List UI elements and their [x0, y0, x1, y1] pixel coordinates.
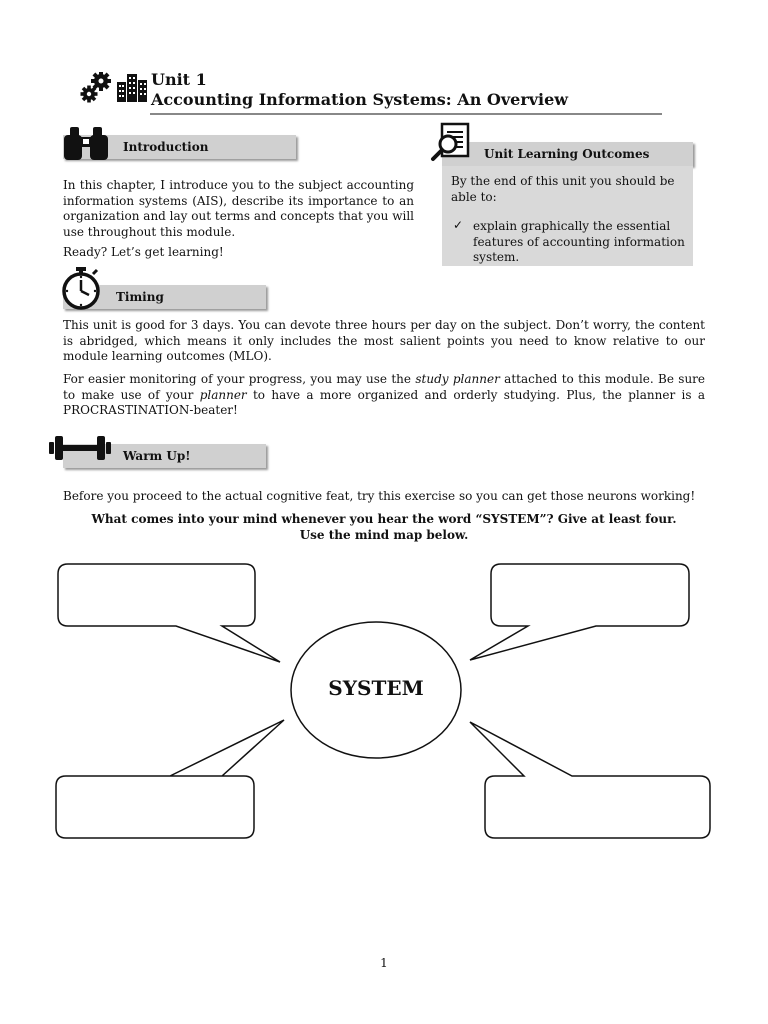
callout-bottom-left [56, 720, 284, 838]
page-title [151, 70, 568, 110]
unit-number: Unit 1 [151, 70, 207, 89]
question-line-1: What comes into your mind whenever you hear the word “SYSTEM”? Give at least four. [91, 512, 677, 526]
checkmark-icon: ✓ [453, 218, 464, 232]
document-magnifier-icon [430, 122, 476, 162]
planner-emphasis: planner [199, 387, 247, 402]
timing-paragraph-1: This unit is good for 3 days. You can devote three hours per day on the subject. Don’t worry, the content is abridged, which means it only includes the most salient points you need to know relative to our module learning outcomes (MLO). [63, 318, 705, 363]
mind-map [0, 550, 768, 850]
outcomes-box [442, 166, 693, 266]
header-divider [150, 113, 662, 115]
callout-top-left [58, 564, 280, 662]
warmup-text: Before you proceed to the actual cognitive feat, try this exercise so you can get those neurons working! [63, 489, 696, 503]
timing-label: Timing [116, 290, 164, 304]
warmup-label: Warm Up! [123, 449, 191, 463]
introduction-text: In this chapter, I introduce you to the subject accounting information systems (AIS), describe its importance to an organization and lay out terms and concepts that you will use throughout this module. [63, 178, 414, 239]
warmup-question [40, 511, 728, 543]
callout-bottom-right [470, 722, 710, 838]
ready-text: Ready? Let’s get learning! [63, 245, 224, 259]
study-planner-emphasis: study planner [415, 372, 500, 386]
gears-icon [80, 72, 114, 104]
timing-p2-part-c: to have a more organized and orderly studying. Plus, the planner is a PROCRASTINATION-beater! [63, 387, 705, 417]
outcomes-intro: By the end of this unit you should be able to: [451, 174, 675, 204]
page-number: 1 [380, 956, 388, 970]
question-line-2: Use the mind map below. [299, 528, 469, 542]
timing-paragraph-2 [63, 372, 705, 419]
dumbbell-icon [48, 432, 112, 464]
buildings-icon [116, 72, 148, 102]
mind-map-center-label: SYSTEM [328, 676, 424, 700]
stopwatch-icon [58, 266, 104, 310]
introduction-label: Introduction [123, 140, 209, 154]
binoculars-icon [62, 125, 110, 161]
callout-top-right [470, 564, 689, 660]
unit-title: Accounting Information Systems: An Overview [151, 90, 569, 109]
timing-p2-part-a: For easier monitoring of your progress, you may use the [63, 372, 416, 386]
outcomes-banner [442, 142, 693, 166]
outcome-item: explain graphically the essential features of accounting information system. [473, 219, 685, 264]
outcomes-label: Unit Learning Outcomes [484, 147, 650, 161]
timing-p2-part-b: attached to this module. Be sure to make use of your [63, 372, 706, 402]
